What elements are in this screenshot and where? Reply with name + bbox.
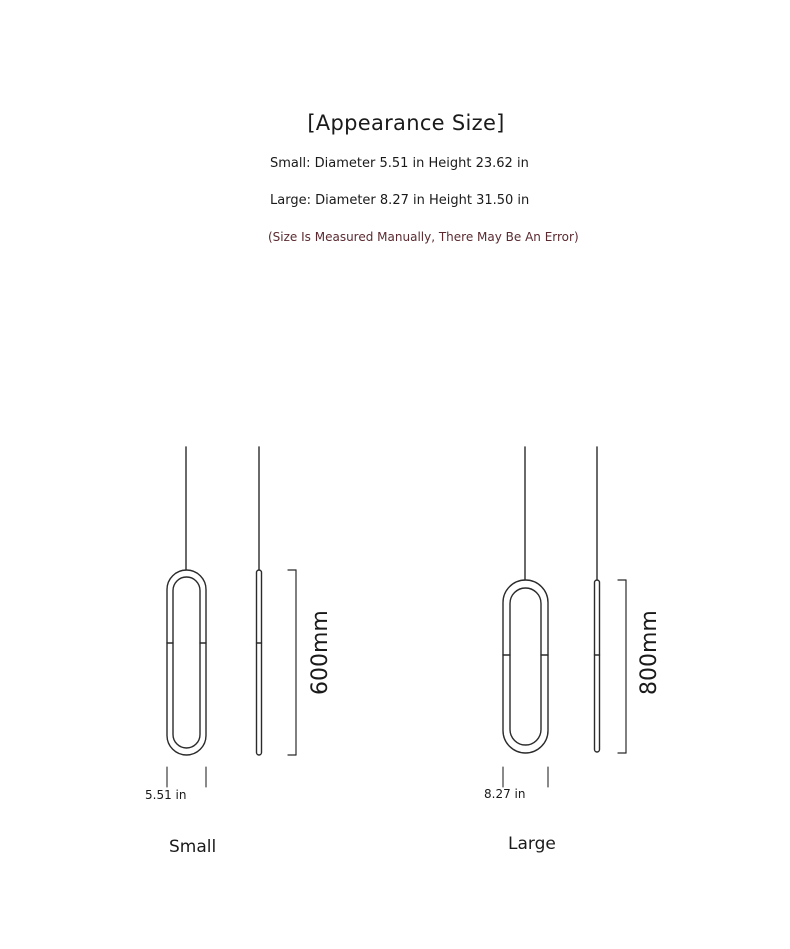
large-lamp-front-view — [503, 447, 548, 753]
small-caption: Small — [169, 837, 217, 857]
small-lamp-side-view — [257, 447, 262, 755]
small-side-body — [257, 570, 262, 755]
large-height-dimension — [618, 580, 626, 753]
small-diameter-ticks — [167, 767, 206, 787]
large-lamp-side-view — [595, 447, 600, 752]
measurement-note: (Size Is Measured Manually, There May Be An Error) — [268, 230, 579, 244]
small-loop-inner — [173, 577, 200, 748]
large-height-label: 800mm — [637, 610, 662, 695]
large-caption: Large — [508, 834, 556, 854]
large-diameter-label: 8.27 in — [484, 787, 526, 801]
large-spec-text: Large: Diameter 8.27 in Height 31.50 in — [270, 193, 530, 208]
small-spec-text: Small: Diameter 5.51 in Height 23.62 in — [270, 156, 529, 171]
large-diameter-ticks — [503, 767, 548, 787]
page-title: [Appearance Size] — [307, 111, 505, 135]
small-lamp-front-view — [167, 447, 206, 755]
small-height-dimension — [288, 570, 296, 755]
large-side-body — [595, 580, 600, 752]
small-diameter-label: 5.51 in — [145, 788, 187, 802]
large-loop-inner — [510, 588, 541, 745]
small-height-label: 600mm — [308, 610, 333, 695]
